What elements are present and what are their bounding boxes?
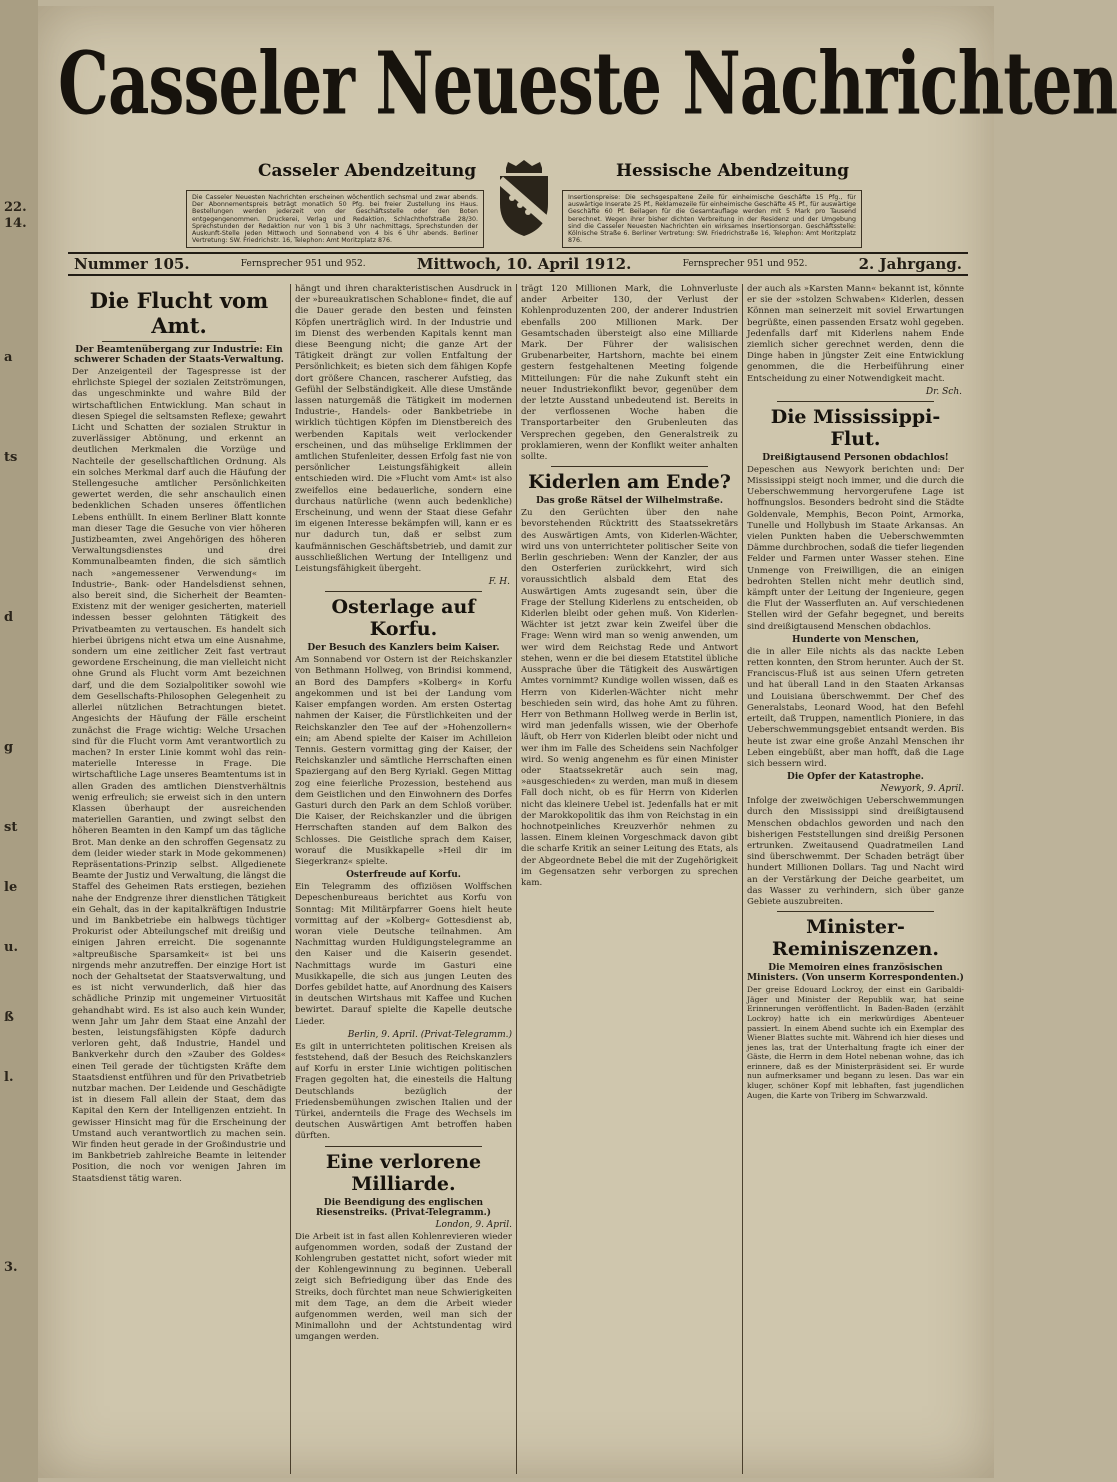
subscription-info: Die Casseler Neuesten Nachrichten erscheinen wöchentlich sechsmal und zwar abends. Der Abonnementspreis beträgt monatlich 50 Pfg. bei freier Zustellung ins Haus. Bestellungen werden jederzeit von der Geschäftsstelle oder den Boten entgegengenommen. Druckerei, Verlag und Redaktion, Schlachthofstraße 28/30. Sprechstunden der Redaktion nur von 1 bis 3 Uhr nachmittags, Sprechstunden der Auskunft-Stelle Jeden Mittwoch und Sonnabend von 4 bis 6 Uhr abends. Berliner Vertretung: SW. Friedrichstr. 16, Telephon: Amt Moritzplatz 876. [186,190,484,248]
article-body: Der Anzeigenteil der Tagespresse ist der ehrlichste Spiegel der sozialen Zeitströmungen, das ungeschminkte und wahre Bild der wirtschaftlichen Entwicklung. Man schaut in diesen Spiegel die seltsamsten Reflexe; gewahrt Licht und Schatten der sozialen Struktur in zuverlässiger Abtönung, und erkennt an deutlichen Merkmalen die Vorzüge und Nachteile der gesellschaftlichen Ordnung. Als ein solches Merkmal darf auch die Häufung der Stellengesuche amtlicher Persönlichkeiten gewertet werden, die sehr anschaulich einen bedenklichen Schaden unseres öffentlichen Lebens enthüllt. In einem Berliner Blatt konnte man dieser Tage die Gesuche von vier höheren Justizbeamten, zwei Angehörigen des höheren Verwaltungsdienstes und drei Kommunalbeamten finden, die sich sämtlich nach »angemessener Verwendung« im Industrie-, Bank- oder Handelsdienst sehnen, also bereit sind, die Sicherheit der Beamten-Existenz mit der weniger gesicherten, materiell indessen besser gelohnten Tätigkeit des Privatbeamten zu vertauschen. Es handelt sich hierbei übrigens nicht etwa um eine Ausnahme, sondern um eine zeitlicher Zeit fast vertraut gewordene Erscheinung, die man vielleicht nicht ohne Grund als Flucht vorm Amt bezeichnen darf, und die dem Sozialpolitiker sowohl wie dem Gesellschafts-Philosophen Gelegenheit zu allerlei nützlichen Betrachtungen bietet. Angesichts der Häufung der Fälle erscheint zunächst die Frage wichtig: Welche Ursachen sind für die Flucht vorm Amt verantwortlich zu machen? In erster Linie kommt wohl das rein-materielle Interesse in Frage. Die wirtschaftliche Lage unseres Beamtentums ist in allen Graden des amtlichen Dienstverhältnis wenig erfreulich; sie erweist sich in den untern Klassen überhaupt der ausreichenden materiellen Garantien, und zwingt selbst den höheren Beamten in den Kampf um das tägliche Brot. Man denke an den schroffen Gegensatz zu dem (leider wieder stark in Mode gekommenen) Repräsentations-Prinzip selbst. Allgedienete Beamte der Justiz und Verwaltung, die längst die Staffel des Geheimen Rats erstiegen, beziehen nahe der Endgrenze ihrer dienstlichen Tätigkeit ein Gehalt, das in der kapitalkräftigen Industrie und im Bankbetriebe ein halbwegs tüchtiger Prokurist oder Abteilungschef mit dreißig und einigen Jahren erreicht. Die sogenannte »altpreußische Sparsamkeit« ist bei uns nirgends mehr anzutreffen. Der einzige Hort ist noch der Gehaltsetat der Staatsverwaltung, und es ist nicht verwunderlich, daß hier das schädliche Prinzip mit ungemeiner Virtuosität gehandhabt wird. Es ist also auch kein Wunder, wenn Jahr um Jahr dem Staat eine Anzahl der besten, leistungsfähigsten Köpfe dadurch verloren geht, daß Industrie, Handel und Bankverkehr durch den »Zauber des Goldes« einen Teil gerade der tüchtigsten Kräfte dem Staatsdienst entführen und für den Privatbetrieb nutzbar machen. Der Leidende und Geschädigte ist in diesem Fall allein der Staat, dem das Kapital den Kern der Intelligenzen entzieht. In gewisser Hinsicht mag für die Erscheinung der Umstand auch verantwortlich zu machen sein. Wir finden heut gerade in der Großindustrie und im Bankbetrieb zahlreiche Beamte in leitender Position, die noch vor wenigen Jahren im Staatsdienst tätig waren. [72,367,286,1184]
edge-fragment: g [4,740,14,755]
phone-left: Fernsprecher 951 und 952. [240,259,366,269]
article-subhead: Dreißigtausend Personen obdachlos! [762,452,949,463]
article-headline: Die Mississippi-Flut. [770,405,941,450]
article-subhead: Der Besuch des Kanzlers beim Kaiser. [307,643,500,654]
article-body-continued: trägt 120 Millionen Mark, die Lohnverluste ander Arbeiter 130, der Verlust der Kohlenproduzenten 200, der anderer Industrien ebenfalls 200 Millionen Mark. Der Gesamtschaden übersteigt also eine Milliarde Mark. Der Führer der walisischen Grubenarbeiter, Hartshorn, machte bei einem gestern festgehaltenen Meeting folgende Mitteilungen: Für die nahe Zukunft steht ein neuer Industriekonflikt bevor, gegenüber dem der letzte Ausstand unbedeutend ist. Bereits in der verflossenen Woche haben die Transportarbeiter den Grubenleuten das Versprechen gegeben, den Generalstreik zu proklamieren, wenn der Konflikt weiter anhalten sollte. [521,284,738,463]
masthead-subtitle-left: Casseler Abendzeitung [258,161,477,181]
article-byline: Dr. Sch. [925,386,962,397]
article-subhead: Die Memoiren eines französischen Ministers. (Von unserm Korrespondenten.) [747,963,964,984]
edge-fragment: le [4,880,18,895]
column-3 [516,284,742,1474]
article-body: Es gilt in unterrichteten politischen Kreisen als feststehend, daß der Besuch des Reichskanzlers auf Korfu in erster Linie wichtigen politischen Fragen gegolten hat, die einesteils die Haltung Deutschlands bezüglich der Friedensbemühungen zwischen Italien und der Türkei, andernteils die Frage des Wechsels im deutschen Auswärtigen Amt betroffen haben dürften. [295,1041,512,1142]
article-subhead: Das große Rätsel der Wilhelmstraße. [536,496,723,507]
article-body-continued: der auch als »Karsten Mann« bekannt ist, könnte er sie der »stolzen Schwaben« Kiderlen, dessen Können man seinerzeit mit soviel Erwartungen begrüßte, einen passenden Ersatz wohl gegeben. Jedenfalls darf mit Kiderlens nahem Ende ziemlich sicher gerechnet werden, denn die Dinge haben in jüngster Zeit eine Entwicklung genommen, die die Herbeiführung einer Entscheidung zu einer Notwendigkeit macht. [747,284,964,384]
article-dateline: Newyork, 9. April. [880,784,964,795]
article-body: Die Arbeit ist in fast allen Kohlenrevieren wieder aufgenommen worden, sodaß der Zustand der Kohlengruben gestattet nicht, sofort wieder mit der Kohlengewinnung zu beginnen. Ueberall zeigt sich Befriedigung über das Ende des Streiks, doch fürchtet man neue Schwierigkeiten mit dem Tage, an dem die Arbeit wieder aufgenommen werden, weil man sich der Minimallohn und der Achtstundentag wird umgangen werden. [295,1231,512,1343]
article-body: Depeschen aus Newyork berichten und: Der Mississippi steigt noch immer, und die durch die Ueberschwemmung hervorgerufene Lage ist hoffnungslos. Besonders bedroht sind die Städte Goldenvale, Memphis, Becon Point, Armorka, Tunelle und Hollybush im Staate Arkansas. An vielen Punkten haben die Ueberschwemmten Dämme durchbrochen, sodaß die tiefer liegenden Felder und Farmen unter Wasser stehen. Eine Unmenge von Freiwilligen, die an einigen bedrohten Stellen nicht mehr deutlich sind, kämpft unter der Leitung der Ingenieure, gegen die Flut der Wasserfluten an. Auf verschiedenen Stellen wird der Gefahr begegnet, und bereits sind dreißigtausend Menschen obdachlos. [747,464,964,632]
issue-bar [68,252,968,276]
masthead-subtitle-right: Hessische Abendzeitung [616,161,850,181]
article-headline: Minister-Reminiszenzen. [772,916,939,961]
edge-fragment: u. [4,940,18,955]
column-2 [290,284,516,1474]
edge-fragment: st [4,820,18,835]
edge-fragment: a [4,350,13,365]
article-headline: Kiderlen am Ende? [528,471,731,494]
edge-fragment: ß [4,1010,14,1025]
column-1 [68,284,290,1474]
article-body: Infolge der zweiwöchigen Ueberschwemmungen durch den Mississippi sind dreißigtausend Menschen obdachlos geworden und nach den bisherigen Feststellungen sind dreißig Personen ertrunken. Zweitausend Quadratmeilen Land sind überschwemmt. Der Schaden beträgt über hundert Millionen Dollars. Tag und Nacht wird an der Verstärkung der Deiche gearbeitet, um das Wasser zu verhindern, sich über ganze Gebiete auszubreiten. [747,796,964,907]
edge-fragment: l. [4,1070,14,1085]
newspaper-page [38,6,1117,1478]
issue-number: Nummer 105. [74,255,190,273]
article-columns [68,284,968,1474]
article-subhead: Osterfreude auf Korfu. [346,870,461,881]
article-headline: Die Flucht vom Amt. [89,288,269,338]
volume-year: 2. Jahrgang. [858,255,962,273]
article-body: Zu den Gerüchten über den nahe bevorstehenden Rücktritt des Staatssekretärs des Auswärtigen Amts, von Kiderlen-Wächter, wird uns von unterrichteter politischer Seite von Berlin geschrieben: Wenn der Kanzler, der aus den Osterferien zurückkehrt, wird sich voraussichtlich alsbald dem Etat des Auswärtigen Amts zugesandt sein, über die Frage der Stellung Kiderlens zu entscheiden, ob Kiderlen bleibt oder gehen muß. Von Kiderlen-Wächter ist jetzt zwar kein Zweifel über die Frage: Wenn wird man so wenig anwenden, um wer wird dem Reichstag Rede und Antwort stehen, wenn er die bei diesem Etatstitel übliche Aussprache über die Tätigkeit des Auswärtigen Amtes vornimmt? Kundige wollen wissen, daß es Herrn von Kiderlen-Wächter nicht mehr beschieden sein wird, das hohe Amt zu führen. Herr von Bethmann Hollweg werde in Berlin ist, wird man jedenfalls wissen, wie der Oberhofe läuft, ob Herr von Kiderlen bleibt oder nicht und wer ihm im Falle des Scheidens sein Nachfolger wird. So wenig angenehm es für einen Minister oder Staatssekretär auch sein mag, »ausgeschieden« zu werden, man muß in diesem Fall doch nicht, ob es für Herrn von Kiderlen nicht das kleinere Uebel ist. Jedenfalls hat er mit der Marokkopolitik das ihm von Reichstag in ein hochnotpeinliches Kreuzverhör nehmen zu lassen. Einem kleinen Vorgeschmack davon gibt die scharfe Kritik an seiner Leitung des Etats, als der Abgeordnete Bebel die mit der Zugehörigkeit im Gegensatzen sehr verborgen zu sprechen kam. [521,508,738,888]
edge-fragment: ts [4,450,18,465]
edge-fragment: 22. [4,200,27,215]
article-body: Ein Telegramm des offiziösen Wolffschen Depeschenbureaus berichtet aus Korfu von Sonntag: Mit Militärpfarrer Goens hielt heute vormittag auf der »Kolberg« Gottesdienst ab, woran viele Deutsche teilnahmen. Am Nachmittag wurden Huldigungstelegramme an den Kaiser und die Kaiserin gesendet. Nachmittags wurde im Gasturi eine Musikkapelle, die sich aus jungen Leuten des Dorfes gebildet hatte, auf Anordnung des Kaisers in deutschen Wirtshaus mit Kaffee und Kuchen bewirtet. Darauf spielte die Kapelle deutsche Lieder. [295,882,512,1027]
issue-date: Mittwoch, 10. April 1912. [416,255,632,273]
edge-fragment: 14. [4,216,27,231]
article-dateline: London, 9. April. [435,1219,512,1230]
article-subhead: Die Beendigung des englischen Riesenstreiks. (Privat-Telegramm.) [315,1197,492,1218]
article-headline: Osterlage auf Korfu. [331,596,476,641]
article-subhead: Hunderte von Menschen, [791,634,919,645]
article-body-continued: hängt und ihren charakteristischen Ausdruck in der »bureaukratischen Schablone« findet, die auf die Dauer gerade den besten und feinsten Köpfen unerträglich wird. In der Industrie und im Dienst des werbenden Kapitals kennt man diese Beengung nicht; die ganze Art der Tätigkeit drängt zur vollen Entfaltung der Persönlichkeit; es bieten sich dem fähigen Kopfe dort größere Chancen, rascherer Aufstieg, das Gefühl der Selbständigkeit. Alle diese Umstände lassen naturgemäß die Tätigkeit im modernen Industrie-, Handels- oder Bankbetriebe in wirklich tüchtigen Köpfen im Dienstbereich des werbenden Kapitals weit verlockender erscheinen, und das mühselige Erklimmen der amtlichen Stufenleiter, dessen Erfolg fast nie von persönlicher Leistungsfähigkeit allein entschieden wird. Die »Flucht vom Amt« ist also zweifellos eine bedauerliche, sondern eine durchaus natürliche (wenn auch bedenkliche) Erscheinung, und wenn der Staat diese Gefahr im eigenen Interesse bekämpfen will, kann er es nur dadurch tun, daß er selbst zum kaufmännischen Geschäftsbetrieb, und damit zur ausschließlichen Wertung der Intelligenz und Leistungsfähigkeit übergeht. [295,284,512,575]
masthead-title: Casseler Neueste Nachrichten [58,34,1117,136]
edge-fragment: d [4,610,14,625]
article-body: Der greise Edouard Lockroy, der einst ein Garibaldi-Jäger und Minister der Republik war, hat seine Erinnerungen veröffentlicht. In Baden-Baden (erzählt Lockroy) hatte ich ein merkwürdiges Abenteuer passiert. In einem Abend suchte ich ein Exemplar des Wiener Blattes suchte mit. Während ich hier dieses und jenes las, trat der Unterhaltung fragte ich einer der Gäste, die Herrn in dem Hotel nebenan wohne, das ich erinnere, daß es der Ministerpräsident sei. Er wurde nun aufmerksamer und begann zu lesen. Das war ein kluger, schöner Kopf mit lebhaften, fast jugendlichen Augen, die Karte von Triberg im Schwarzwald. [747,985,964,1100]
advertising-rates: Insertionspreise: Die sechsgespaltene Zeile für einheimische Geschäfte 15 Pfg., für auswärtige Inserate 25 Pf., Reklamezeile für einheimische Geschäfte 45 Pf., für auswärtige Geschäfte 60 Pf. Beilagen für die Gesamtauflage werden mit 5 Mark pro Tausend berechnet. Wegen ihrer bisher dichten Verbreitung in der Residenz und der Umgebung sind die Casseler Neuesten Nachrichten ein wirksames Insertionsorgan. Geschäftsstelle: Kölnische Straße 6. Berliner Vertretung: SW. Friedrichstraße 16, Telephon: Amt Moritzplatz 876. [562,190,862,248]
column-4 [742,284,968,1474]
article-body: die in aller Eile nichts als das nackte Leben retten konnten, den Strom herunter. Auch der St. Franciscus-Fluß ist aus seinen Ufern getreten und hat überall Land in den Staaten Arkansas und Louisiana überschwemmt. Der Chef des Generalstabs, Leonard Wood, hat den Befehl erteilt, daß Truppen, namentlich Pioniere, in das Ueberschwemmungsgebiet entsandt werden. Bis heute ist zwar eine große Anzahl Menschen ihr Leben eingebüßt, aber man hofft, daß die Lage sich bessern wird. [747,646,964,769]
article-subhead: Der Beamtenübergang zur Industrie: Ein schwerer Schaden der Staats-Verwaltung. [74,345,284,365]
article-dateline: Berlin, 9. April. (Privat-Telegramm.) [347,1029,512,1040]
article-headline: Eine verlorene Milliarde. [325,1150,482,1195]
article-byline: F. H. [488,577,510,588]
edge-fragment: 3. [4,1260,18,1275]
article-body: Am Sonnabend vor Ostern ist der Reichskanzler von Bethmann Hollweg, von Brindisi kommend, an Bord des Dampfers »Kolberg« in Korfu angekommen und ist bei der Landung vom Kaiser empfangen worden. Am ersten Ostertag nahmen der Kaiser, die Fürstlichkeiten und der Reichskanzler den Tee auf der »Hohenzollern« ein; am Abend spielte der Kaiser im Achilleion Tennis. Gestern vormittag ging der Kaiser, der Reichskanzler und sämtliche Herrschaften einen Spaziergang auf den Berg Kyriakl. Gegen Mittag zog eine feierliche Prozession, bestehend aus dem Geistlichen und den Einwohnern des Dorfes Gasturi durch den Park an dem Schloß vorüber. Die Kaiser, der Reichskanzler und die übrigen Herrschaften standen auf dem Balkon des Schlosses. Die Geistliche sprach dem Kaiser, worauf die Musikkapelle »Heil dir im Siegerkranz« spielte. [295,655,512,867]
coat-of-arms-icon [494,158,554,238]
phone-right: Fernsprecher 951 und 952. [682,259,808,269]
article-subhead: Die Opfer der Katastrophe. [787,772,924,783]
adjacent-page-edge [0,0,38,1482]
